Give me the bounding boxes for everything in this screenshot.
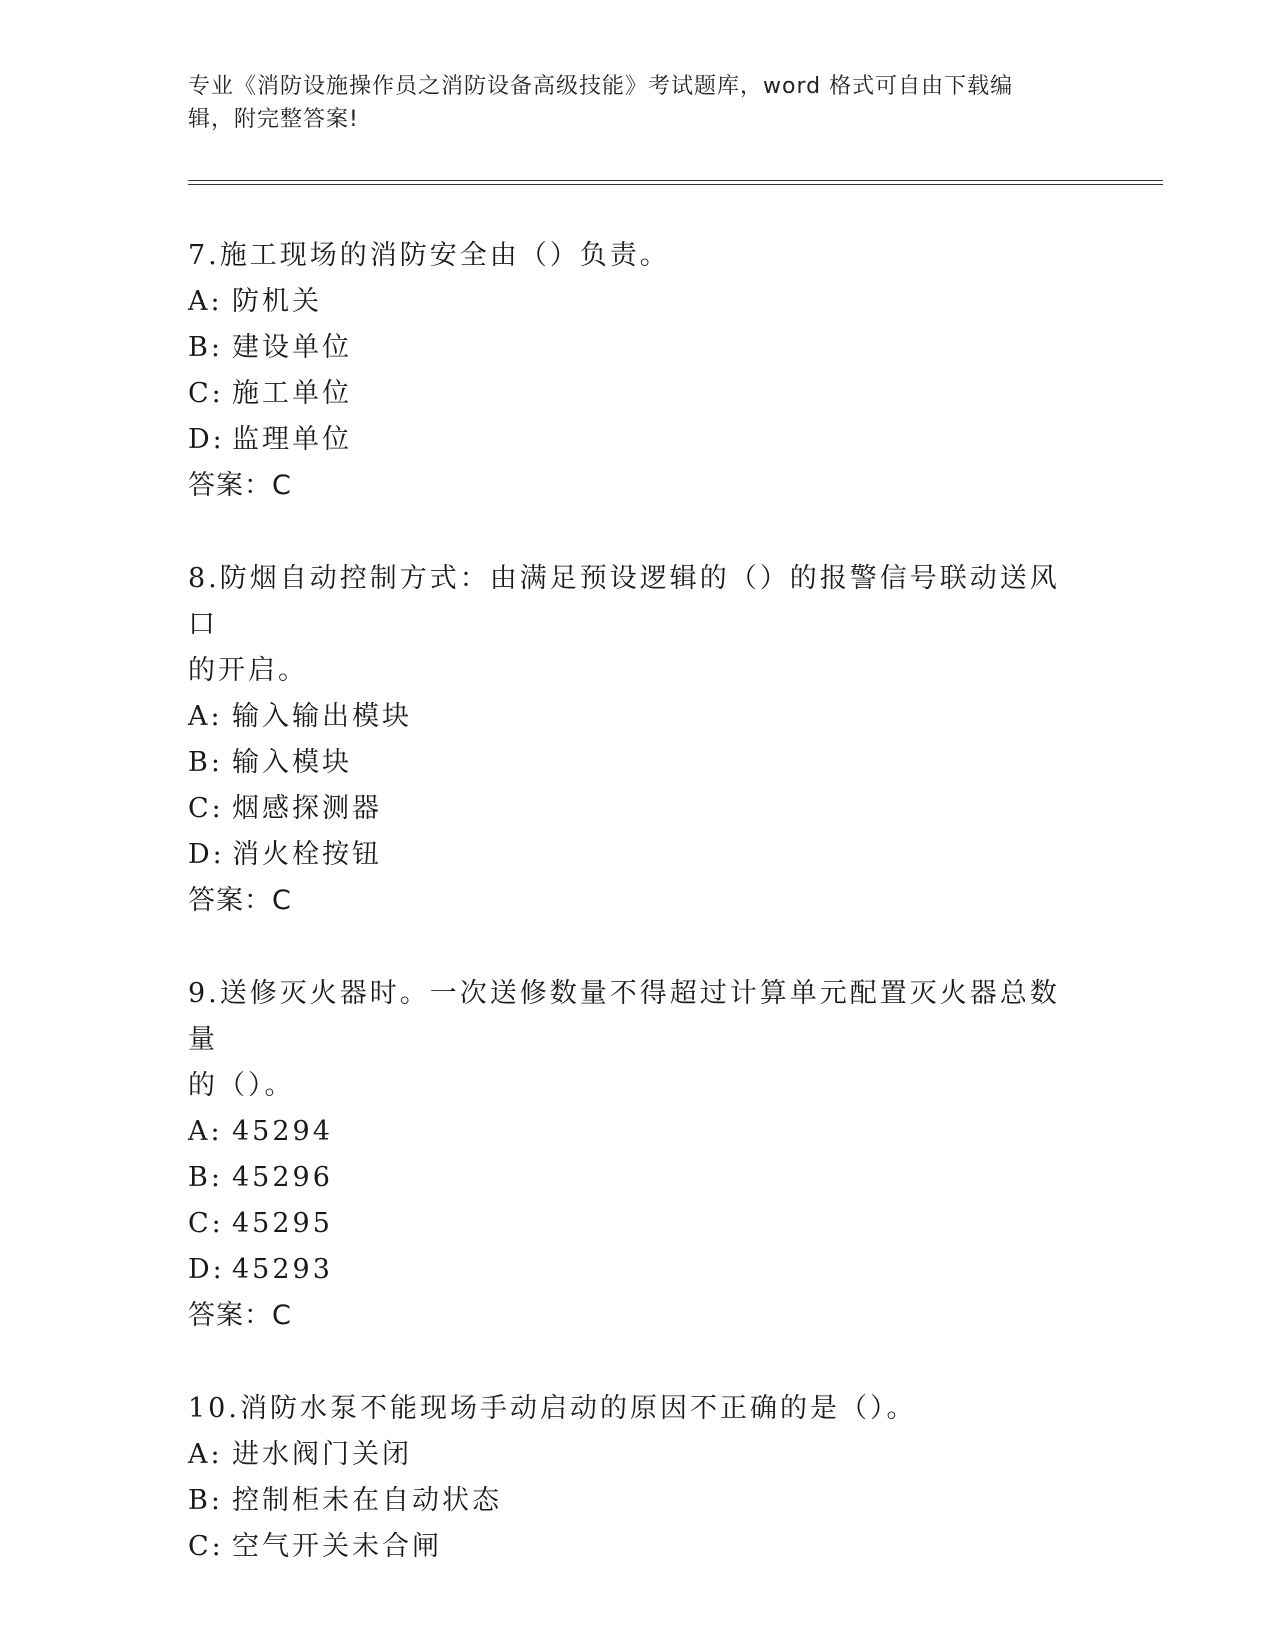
question-list <box>188 233 1088 1617</box>
option-text: 施工单位 <box>232 378 352 409</box>
header-divider-bottom <box>188 184 1163 185</box>
option-key: D: <box>188 424 225 455</box>
option-key: A: <box>188 701 223 732</box>
option-key: C: <box>188 793 224 824</box>
option-b <box>188 1155 1088 1201</box>
option-text: 监理单位 <box>232 424 352 455</box>
option-text: 消火栓按钮 <box>232 839 382 870</box>
option-key: B: <box>188 1162 223 1193</box>
option-text: 45294 <box>232 1116 333 1147</box>
option-a <box>188 694 1088 740</box>
option-key: A: <box>188 1439 223 1470</box>
option-text: 防机关 <box>232 286 322 317</box>
answer-line: 答案：C <box>188 885 292 916</box>
header-divider-top <box>188 180 1163 181</box>
option-a <box>188 279 1088 325</box>
option-d <box>188 417 1088 463</box>
option-text: 空气开关未合闸 <box>232 1531 442 1562</box>
option-key: C: <box>188 1531 224 1562</box>
option-d <box>188 832 1088 878</box>
option-a <box>188 1432 1088 1478</box>
option-key: D: <box>188 1254 225 1285</box>
option-c <box>188 371 1088 417</box>
option-key: A: <box>188 1116 223 1147</box>
option-b <box>188 1478 1088 1524</box>
document-header <box>188 70 1068 136</box>
option-d <box>188 1247 1088 1293</box>
question-stem: 10.消防水泵不能现场手动启动的原因不正确的是（）。 <box>188 1393 917 1424</box>
question-stem: 8.防烟自动控制方式：由满足预设逻辑的（）的报警信号联动送风口 <box>188 563 1060 640</box>
header-line-1: 专业《消防设施操作员之消防设备高级技能》考试题库，word 格式可自由下载编 <box>188 74 1014 99</box>
answer-line: 答案：C <box>188 470 292 501</box>
option-text: 控制柜未在自动状态 <box>232 1485 502 1516</box>
option-text: 烟感探测器 <box>232 793 382 824</box>
option-text: 输入模块 <box>232 747 352 778</box>
header-line-2: 辑，附完整答案! <box>188 107 359 132</box>
option-key: C: <box>188 1208 224 1239</box>
question-10 <box>188 1386 1088 1570</box>
option-key: B: <box>188 332 223 363</box>
option-text: 输入输出模块 <box>232 701 412 732</box>
question-7 <box>188 233 1088 509</box>
option-key: A: <box>188 286 223 317</box>
question-9 <box>188 971 1088 1339</box>
option-key: B: <box>188 1485 223 1516</box>
option-c <box>188 1524 1088 1570</box>
question-stem-continued: 的开启。 <box>188 655 308 686</box>
option-key: C: <box>188 378 224 409</box>
option-text: 45295 <box>232 1208 333 1239</box>
option-c <box>188 786 1088 832</box>
option-key: B: <box>188 747 223 778</box>
option-text: 进水阀门关闭 <box>232 1439 412 1470</box>
question-stem: 7.施工现场的消防安全由（）负责。 <box>188 240 670 271</box>
option-c <box>188 1201 1088 1247</box>
question-stem-continued: 的（）。 <box>188 1070 295 1101</box>
question-stem: 9.送修灭火器时。一次送修数量不得超过计算单元配置灭火器总数量 <box>188 978 1060 1055</box>
option-a <box>188 1109 1088 1155</box>
option-b <box>188 740 1088 786</box>
option-text: 建设单位 <box>232 332 352 363</box>
answer-line: 答案：C <box>188 1300 292 1331</box>
option-key: D: <box>188 839 225 870</box>
option-text: 45296 <box>232 1162 333 1193</box>
question-8 <box>188 556 1088 924</box>
option-text: 45293 <box>232 1254 333 1285</box>
option-b <box>188 325 1088 371</box>
